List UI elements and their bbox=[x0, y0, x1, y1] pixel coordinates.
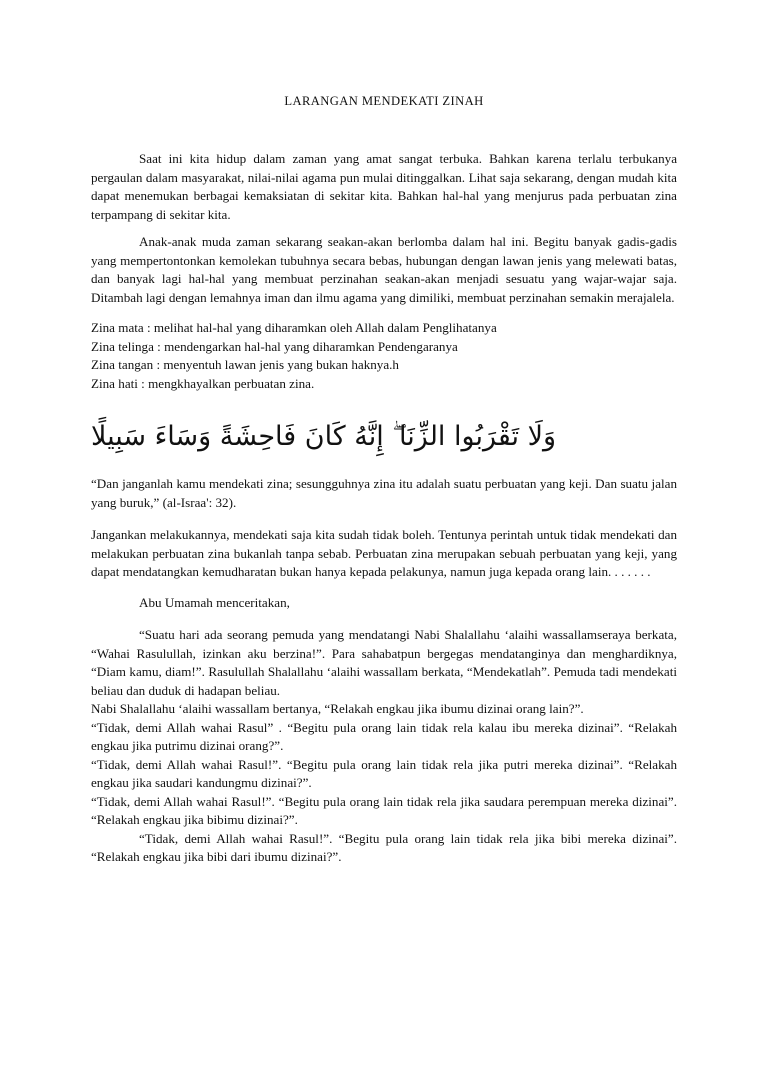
paragraph-youth: Anak-anak muda zaman sekarang seakan-akan berlomba dalam hal ini. Begitu banyak gadis-gadis yang mempertontonkan kemolekan tubuhnya secara bebas, hubungan dengan lawan jenis yang melewati batas, dan banyak lagi hal-hal yang membuat perzinahan seakan-akan menjadi sesuatu yang wajar-wajar saja. Ditambah lagi dengan lemahnya iman dan ilmu agama yang dimiliki, membuat perzinahan semakin merajalela. bbox=[91, 234, 677, 305]
paragraph-story-3: “Tidak, demi Allah wahai Rasul” . “Begitu pula orang lain tidak rela kalau ibu mereka dizinai”. “Relakah engkau jika putrimu dizinai orang?”. bbox=[91, 719, 677, 753]
list-item: Zina hati : mengkhayalkan perbuatan zina. bbox=[91, 375, 315, 391]
paragraph-story-4: “Tidak, demi Allah wahai Rasul!”. “Begitu pula orang lain tidak rela jika putri mereka dizinai”. “Relakah engkau jika saudari kandungmu dizinai?”. bbox=[91, 756, 677, 790]
paragraph-abu-umamah: Abu Umamah menceritakan, bbox=[139, 594, 290, 610]
arabic-verse: وَلَا تَقْرَبُوا الزِّنَا ۖ إِنَّهُ كَانَ فَاحِشَةً وَسَاءَ سَبِيلًا bbox=[91, 421, 557, 452]
document-body bbox=[91, 150, 677, 867]
list-item: Zina mata : melihat hal-hal yang diharamkan oleh Allah dalam Penglihatanya bbox=[91, 320, 497, 335]
zina-list bbox=[91, 319, 677, 393]
verse-translation: “Dan janganlah kamu mendekati zina; sesungguhnya zina itu adalah suatu perbuatan yang keji. Dan suatu jalan yang buruk,” (al-Israa': 32). bbox=[91, 476, 677, 510]
paragraph-story-2: Nabi Shalallahu ‘alaihi wassallam bertanya, “Relakah engkau jika ibumu dizinai orang lain?”. bbox=[91, 701, 584, 716]
paragraph-explanation: Jangankan melakukannya, mendekati saja kita sudah tidak boleh. Tentunya perintah untuk tidak mendekati dan melakukan perbuatan zina bukanlah tanpa sebab. Perbuatan zina merupakan sebuah perbuatan yang keji, yang dapat mendatangkan kemudharatan bukan hanya kepada pelakunya, namun juga kepada orang lain. . . . . . . bbox=[91, 527, 677, 579]
paragraph-story-5: “Tidak, demi Allah wahai Rasul!”. “Begitu pula orang lain tidak rela jika saudara perempuan mereka dizinai”. “Relakah engkau jika bibimu dizinai?”. bbox=[91, 793, 677, 827]
paragraph-story-6: “Tidak, demi Allah wahai Rasul!”. “Begitu pula orang lain tidak rela jika bibi mereka dizinai”. “Relakah engkau jika bibi dari ibumu dizinai?”. bbox=[91, 830, 677, 864]
page-title: LARANGAN MENDEKATI ZINAH bbox=[284, 94, 484, 108]
paragraph-intro: Saat ini kita hidup dalam zaman yang amat sangat terbuka. Bahkan karena terlalu terbukanya pergaulan dalam masyarakat, nilai-nilai agama pun mulai ditinggalkan. Lihat saja sekarang, dengan mudah kita dapat menemukan berbagai kemaksiatan di sekitar kita. Bahkan hal-hal yang menjurus pada perbuatan zina terpampang di sekitar kita. bbox=[91, 151, 677, 222]
paragraph-story-1: “Suatu hari ada seorang pemuda yang mendatangi Nabi Shalallahu ‘alaihi wassallamseraya berkata, “Wahai Rasulullah, izinkan aku berzina!”. Para sahabatpun bergegas mendatanginya dan menghardiknya, “Diam kamu, diam!”. Rasulullah Shalallahu ‘alaihi wassallam berkata, “Mendekatlah”. Pemuda tadi mendekati beliau dan duduk di hadapan beliau. bbox=[91, 627, 677, 698]
list-item: Zina tangan : menyentuh lawan jenis yang bukan haknya.h bbox=[91, 357, 399, 372]
list-item: Zina telinga : mendengarkan hal-hal yang diharamkan Pendengaranya bbox=[91, 338, 458, 354]
